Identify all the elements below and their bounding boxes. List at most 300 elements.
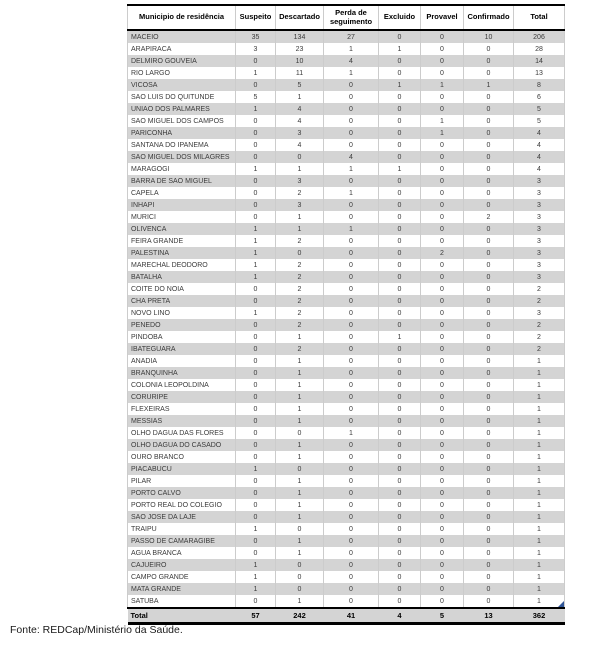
value-cell: 0 xyxy=(379,391,421,403)
value-cell: 4 xyxy=(514,127,565,139)
table-row xyxy=(128,367,565,379)
value-cell: 1 xyxy=(276,595,324,608)
value-cell: 0 xyxy=(379,307,421,319)
value-cell: 0 xyxy=(236,595,276,608)
value-cell: 1 xyxy=(514,367,565,379)
municipality-table-container xyxy=(127,4,564,625)
value-cell: 3 xyxy=(276,127,324,139)
column-header-confirmado: Confirmado xyxy=(464,5,514,30)
value-cell: 0 xyxy=(379,439,421,451)
value-cell: 0 xyxy=(324,283,379,295)
municipality-cell: CHA PRETA xyxy=(128,295,236,307)
table-row xyxy=(128,439,565,451)
value-cell: 0 xyxy=(379,30,421,43)
value-cell: 0 xyxy=(236,403,276,415)
municipality-cell: INHAPI xyxy=(128,199,236,211)
total-value-cell: 362 xyxy=(514,608,565,624)
value-cell: 0 xyxy=(324,583,379,595)
value-cell: 1 xyxy=(379,43,421,55)
value-cell: 4 xyxy=(276,139,324,151)
municipality-cell: SAO MIGUEL DOS CAMPOS xyxy=(128,115,236,127)
value-cell: 0 xyxy=(324,103,379,115)
municipality-case-table xyxy=(127,4,565,625)
value-cell: 0 xyxy=(464,91,514,103)
value-cell: 1 xyxy=(324,187,379,199)
value-cell: 0 xyxy=(379,367,421,379)
municipality-cell: MURICI xyxy=(128,211,236,223)
table-row xyxy=(128,187,565,199)
value-cell: 0 xyxy=(421,523,464,535)
value-cell: 1 xyxy=(276,91,324,103)
value-cell: 0 xyxy=(324,463,379,475)
table-row xyxy=(128,523,565,535)
value-cell: 0 xyxy=(421,30,464,43)
value-cell: 0 xyxy=(324,571,379,583)
value-cell: 0 xyxy=(236,295,276,307)
municipality-cell: PASSO DE CAMARAGIBE xyxy=(128,535,236,547)
value-cell: 0 xyxy=(236,367,276,379)
value-cell: 0 xyxy=(421,295,464,307)
value-cell: 1 xyxy=(514,379,565,391)
value-cell: 1 xyxy=(514,595,565,608)
value-cell: 13 xyxy=(514,67,565,79)
municipality-cell: OLHO DAGUA DAS FLORES xyxy=(128,427,236,439)
value-cell: 2 xyxy=(276,319,324,331)
value-cell: 0 xyxy=(464,523,514,535)
value-cell: 0 xyxy=(379,67,421,79)
municipality-cell: COLONIA LEOPOLDINA xyxy=(128,379,236,391)
value-cell: 1 xyxy=(276,439,324,451)
value-cell: 0 xyxy=(324,247,379,259)
value-cell: 0 xyxy=(236,415,276,427)
value-cell: 3 xyxy=(514,271,565,283)
value-cell: 0 xyxy=(464,223,514,235)
value-cell: 0 xyxy=(464,115,514,127)
value-cell: 0 xyxy=(464,595,514,608)
table-row xyxy=(128,331,565,343)
value-cell: 0 xyxy=(421,271,464,283)
table-row xyxy=(128,415,565,427)
value-cell: 0 xyxy=(379,187,421,199)
value-cell: 1 xyxy=(421,115,464,127)
value-cell: 1 xyxy=(514,571,565,583)
value-cell: 0 xyxy=(324,475,379,487)
value-cell: 0 xyxy=(464,139,514,151)
table-row xyxy=(128,247,565,259)
value-cell: 0 xyxy=(421,343,464,355)
value-cell: 0 xyxy=(236,127,276,139)
value-cell: 0 xyxy=(421,235,464,247)
value-cell: 0 xyxy=(236,475,276,487)
column-header-excluido: Excluido xyxy=(379,5,421,30)
municipality-cell: CORURIPE xyxy=(128,391,236,403)
value-cell: 1 xyxy=(236,247,276,259)
value-cell: 0 xyxy=(421,427,464,439)
value-cell: 0 xyxy=(464,127,514,139)
value-cell: 0 xyxy=(421,451,464,463)
value-cell: 1 xyxy=(514,439,565,451)
value-cell: 0 xyxy=(324,535,379,547)
value-cell: 0 xyxy=(464,283,514,295)
value-cell: 1 xyxy=(276,391,324,403)
value-cell: 2 xyxy=(276,295,324,307)
value-cell: 134 xyxy=(276,30,324,43)
value-cell: 1 xyxy=(324,427,379,439)
value-cell: 0 xyxy=(379,499,421,511)
municipality-cell: ARAPIRACA xyxy=(128,43,236,55)
value-cell: 0 xyxy=(421,463,464,475)
value-cell: 4 xyxy=(514,139,565,151)
table-row xyxy=(128,163,565,175)
value-cell: 3 xyxy=(514,235,565,247)
value-cell: 0 xyxy=(464,547,514,559)
value-cell: 1 xyxy=(379,163,421,175)
value-cell: 2 xyxy=(276,259,324,271)
value-cell: 0 xyxy=(464,235,514,247)
value-cell: 1 xyxy=(514,391,565,403)
column-header-total: Total xyxy=(514,5,565,30)
value-cell: 0 xyxy=(324,499,379,511)
value-cell: 0 xyxy=(421,535,464,547)
municipality-cell: CAMPO GRANDE xyxy=(128,571,236,583)
municipality-cell: AGUA BRANCA xyxy=(128,547,236,559)
value-cell: 28 xyxy=(514,43,565,55)
value-cell: 0 xyxy=(236,331,276,343)
value-cell: 1 xyxy=(236,67,276,79)
value-cell: 0 xyxy=(324,295,379,307)
value-cell: 0 xyxy=(464,319,514,331)
value-cell: 0 xyxy=(324,343,379,355)
value-cell: 0 xyxy=(236,499,276,511)
value-cell: 0 xyxy=(421,163,464,175)
table-row xyxy=(128,199,565,211)
municipality-cell: MARAGOGI xyxy=(128,163,236,175)
value-cell: 0 xyxy=(464,355,514,367)
table-row xyxy=(128,103,565,115)
value-cell: 2 xyxy=(421,247,464,259)
value-cell: 0 xyxy=(379,115,421,127)
municipality-cell: CAPELA xyxy=(128,187,236,199)
table-row xyxy=(128,487,565,499)
value-cell: 0 xyxy=(379,151,421,163)
value-cell: 4 xyxy=(514,163,565,175)
total-value-cell: 242 xyxy=(276,608,324,624)
value-cell: 1 xyxy=(514,559,565,571)
value-cell: 0 xyxy=(464,403,514,415)
value-cell: 0 xyxy=(464,43,514,55)
value-cell: 0 xyxy=(464,151,514,163)
table-row xyxy=(128,295,565,307)
value-cell: 0 xyxy=(379,319,421,331)
value-cell: 2 xyxy=(514,295,565,307)
value-cell: 27 xyxy=(324,30,379,43)
value-cell: 0 xyxy=(324,319,379,331)
value-cell: 1 xyxy=(514,475,565,487)
value-cell: 14 xyxy=(514,55,565,67)
table-row xyxy=(128,535,565,547)
value-cell: 4 xyxy=(276,115,324,127)
value-cell: 0 xyxy=(421,283,464,295)
municipality-cell: SAO MIGUEL DOS MILAGRES xyxy=(128,151,236,163)
value-cell: 0 xyxy=(324,451,379,463)
value-cell: 0 xyxy=(324,595,379,608)
municipality-cell: ANADIA xyxy=(128,355,236,367)
value-cell: 1 xyxy=(276,451,324,463)
value-cell: 1 xyxy=(514,427,565,439)
value-cell: 0 xyxy=(379,559,421,571)
value-cell: 0 xyxy=(421,439,464,451)
column-header-descartado: Descartado xyxy=(276,5,324,30)
value-cell: 0 xyxy=(236,391,276,403)
table-row xyxy=(128,223,565,235)
municipality-cell: MARECHAL DEODORO xyxy=(128,259,236,271)
value-cell: 0 xyxy=(464,511,514,523)
value-cell: 0 xyxy=(379,175,421,187)
value-cell: 0 xyxy=(379,463,421,475)
value-cell: 10 xyxy=(276,55,324,67)
value-cell: 0 xyxy=(464,271,514,283)
value-cell: 0 xyxy=(324,355,379,367)
value-cell: 0 xyxy=(236,355,276,367)
value-cell: 0 xyxy=(276,151,324,163)
table-row xyxy=(128,427,565,439)
table-row xyxy=(128,43,565,55)
value-cell: 0 xyxy=(324,403,379,415)
table-total-section xyxy=(128,608,565,624)
value-cell: 0 xyxy=(236,547,276,559)
municipality-cell: CAJUEIRO xyxy=(128,559,236,571)
municipality-cell: PALESTINA xyxy=(128,247,236,259)
value-cell: 0 xyxy=(324,439,379,451)
value-cell: 0 xyxy=(464,199,514,211)
table-row xyxy=(128,559,565,571)
value-cell: 0 xyxy=(421,391,464,403)
value-cell: 1 xyxy=(276,535,324,547)
table-row xyxy=(128,79,565,91)
value-cell: 0 xyxy=(421,583,464,595)
value-cell: 0 xyxy=(324,91,379,103)
table-row xyxy=(128,30,565,43)
municipality-cell: BRANQUINHA xyxy=(128,367,236,379)
total-value-cell: 57 xyxy=(236,608,276,624)
value-cell: 0 xyxy=(276,427,324,439)
value-cell: 2 xyxy=(276,343,324,355)
table-row xyxy=(128,55,565,67)
value-cell: 0 xyxy=(421,223,464,235)
value-cell: 1 xyxy=(421,79,464,91)
table-row xyxy=(128,127,565,139)
value-cell: 0 xyxy=(421,559,464,571)
table-row xyxy=(128,151,565,163)
value-cell: 0 xyxy=(379,583,421,595)
column-header-perda-de-seguimento: Perda de seguimento xyxy=(324,5,379,30)
value-cell: 0 xyxy=(276,571,324,583)
cell-corner-marker-triangle xyxy=(558,601,564,607)
value-cell: 0 xyxy=(236,535,276,547)
municipality-cell: NOVO LINO xyxy=(128,307,236,319)
value-cell: 1 xyxy=(276,487,324,499)
value-cell: 0 xyxy=(379,343,421,355)
value-cell: 0 xyxy=(421,43,464,55)
source-note: Fonte: REDCap/Ministério da Saúde. xyxy=(10,624,183,636)
value-cell: 0 xyxy=(276,583,324,595)
value-cell: 0 xyxy=(379,475,421,487)
value-cell: 0 xyxy=(324,415,379,427)
table-row xyxy=(128,463,565,475)
value-cell: 35 xyxy=(236,30,276,43)
value-cell: 0 xyxy=(236,439,276,451)
value-cell: 0 xyxy=(421,487,464,499)
value-cell: 0 xyxy=(324,559,379,571)
table-row xyxy=(128,451,565,463)
value-cell: 1 xyxy=(236,259,276,271)
value-cell: 1 xyxy=(236,463,276,475)
value-cell: 0 xyxy=(421,499,464,511)
municipality-cell: TRAIPU xyxy=(128,523,236,535)
value-cell: 0 xyxy=(236,283,276,295)
value-cell: 3 xyxy=(514,247,565,259)
value-cell: 0 xyxy=(324,127,379,139)
value-cell: 0 xyxy=(421,139,464,151)
table-row xyxy=(128,175,565,187)
value-cell: 0 xyxy=(464,463,514,475)
value-cell: 0 xyxy=(464,175,514,187)
value-cell: 5 xyxy=(236,91,276,103)
municipality-cell: VICOSA xyxy=(128,79,236,91)
value-cell: 0 xyxy=(276,559,324,571)
value-cell: 1 xyxy=(276,511,324,523)
column-header-municipio-de-resid-ncia: Municipio de residência xyxy=(128,5,236,30)
value-cell: 0 xyxy=(236,211,276,223)
value-cell: 0 xyxy=(421,571,464,583)
value-cell: 2 xyxy=(276,307,324,319)
value-cell: 3 xyxy=(514,223,565,235)
value-cell: 0 xyxy=(464,439,514,451)
value-cell: 0 xyxy=(464,427,514,439)
value-cell: 2 xyxy=(276,283,324,295)
value-cell: 1 xyxy=(236,103,276,115)
value-cell: 1 xyxy=(514,523,565,535)
value-cell: 1 xyxy=(236,271,276,283)
municipality-cell: OURO BRANCO xyxy=(128,451,236,463)
value-cell: 0 xyxy=(464,487,514,499)
value-cell: 0 xyxy=(236,115,276,127)
value-cell: 0 xyxy=(379,271,421,283)
value-cell: 1 xyxy=(514,547,565,559)
value-cell: 0 xyxy=(464,499,514,511)
value-cell: 1 xyxy=(276,331,324,343)
municipality-cell: SANTANA DO IPANEMA xyxy=(128,139,236,151)
value-cell: 0 xyxy=(236,151,276,163)
value-cell: 0 xyxy=(324,79,379,91)
value-cell: 0 xyxy=(421,547,464,559)
value-cell: 0 xyxy=(421,511,464,523)
header-row xyxy=(128,5,565,30)
value-cell: 2 xyxy=(514,331,565,343)
value-cell: 0 xyxy=(464,475,514,487)
value-cell: 0 xyxy=(421,415,464,427)
value-cell: 0 xyxy=(324,175,379,187)
value-cell: 1 xyxy=(236,235,276,247)
value-cell: 0 xyxy=(324,379,379,391)
value-cell: 1 xyxy=(276,403,324,415)
value-cell: 6 xyxy=(514,91,565,103)
value-cell: 0 xyxy=(379,595,421,608)
value-cell: 4 xyxy=(514,151,565,163)
value-cell: 0 xyxy=(236,511,276,523)
value-cell: 0 xyxy=(421,103,464,115)
value-cell: 1 xyxy=(276,415,324,427)
value-cell: 0 xyxy=(324,235,379,247)
municipality-cell: SAO LUIS DO QUITUNDE xyxy=(128,91,236,103)
value-cell: 0 xyxy=(421,211,464,223)
value-cell: 3 xyxy=(514,199,565,211)
value-cell: 0 xyxy=(236,55,276,67)
value-cell: 0 xyxy=(324,331,379,343)
municipality-cell: UNIAO DOS PALMARES xyxy=(128,103,236,115)
value-cell: 0 xyxy=(464,55,514,67)
table-row xyxy=(128,259,565,271)
value-cell: 1 xyxy=(324,223,379,235)
value-cell: 0 xyxy=(421,151,464,163)
municipality-cell: PENEDO xyxy=(128,319,236,331)
municipality-cell: OLIVENCA xyxy=(128,223,236,235)
value-cell: 0 xyxy=(236,451,276,463)
municipality-cell: MESSIAS xyxy=(128,415,236,427)
value-cell: 0 xyxy=(379,91,421,103)
value-cell: 5 xyxy=(276,79,324,91)
table-row xyxy=(128,547,565,559)
municipality-cell: IBATEGUARA xyxy=(128,343,236,355)
value-cell: 0 xyxy=(421,319,464,331)
municipality-cell: PINDOBA xyxy=(128,331,236,343)
value-cell: 0 xyxy=(324,307,379,319)
value-cell: 1 xyxy=(514,403,565,415)
value-cell: 0 xyxy=(421,355,464,367)
value-cell: 1 xyxy=(324,43,379,55)
value-cell: 3 xyxy=(514,259,565,271)
value-cell: 3 xyxy=(514,187,565,199)
value-cell: 0 xyxy=(379,535,421,547)
value-cell: 1 xyxy=(514,451,565,463)
total-label: Total xyxy=(128,608,236,624)
value-cell: 0 xyxy=(236,139,276,151)
value-cell: 1 xyxy=(514,499,565,511)
municipality-cell: OLHO DAGUA DO CASADO xyxy=(128,439,236,451)
table-header xyxy=(128,5,565,30)
value-cell: 0 xyxy=(236,199,276,211)
value-cell: 0 xyxy=(236,487,276,499)
value-cell: 0 xyxy=(324,199,379,211)
value-cell: 3 xyxy=(514,211,565,223)
value-cell: 3 xyxy=(514,175,565,187)
table-row xyxy=(128,343,565,355)
value-cell: 1 xyxy=(236,523,276,535)
value-cell: 1 xyxy=(514,355,565,367)
value-cell: 0 xyxy=(379,235,421,247)
value-cell: 0 xyxy=(464,343,514,355)
total-value-cell: 4 xyxy=(379,608,421,624)
value-cell: 1 xyxy=(276,211,324,223)
value-cell: 0 xyxy=(324,271,379,283)
value-cell: 0 xyxy=(324,211,379,223)
value-cell: 0 xyxy=(379,127,421,139)
value-cell: 1 xyxy=(236,559,276,571)
value-cell: 0 xyxy=(379,211,421,223)
value-cell: 0 xyxy=(379,139,421,151)
value-cell: 0 xyxy=(379,511,421,523)
value-cell: 1 xyxy=(514,511,565,523)
